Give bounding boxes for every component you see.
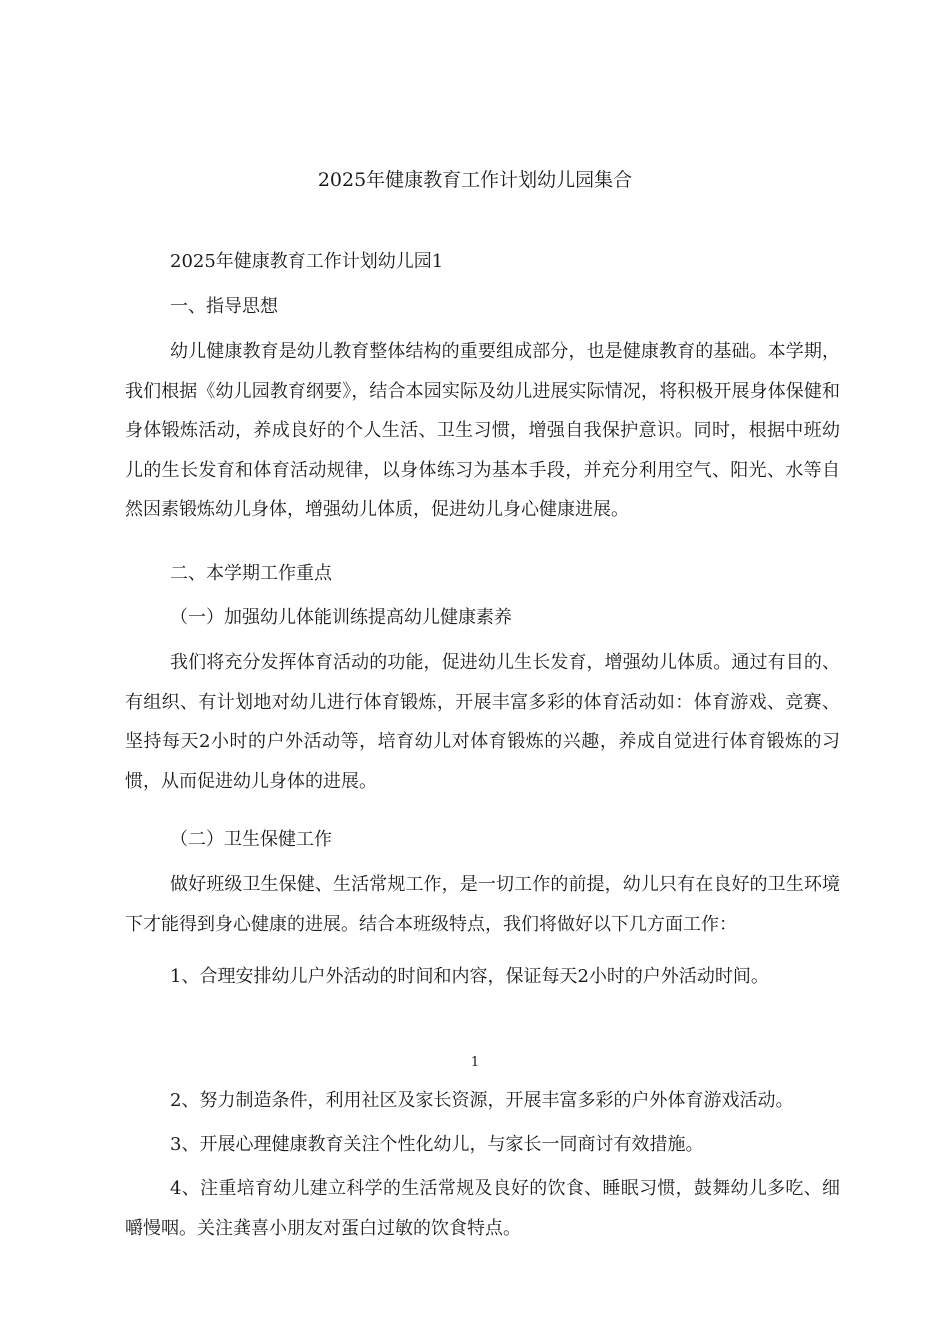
paragraph-physical-training <box>125 643 840 801</box>
list-item-4 <box>125 1169 840 1248</box>
section-heading: 2025年健康教育工作计划幼儿园1 <box>170 251 444 272</box>
paragraph-text: 我们将充分发挥体育活动的功能，促进幼儿生长发育，增强幼儿体质。通过有目的、有组织、有计划地对幼儿进行体育锻炼，开展丰富多彩的体育活动如：体育游戏、竞赛、坚持每天2小时的户外活动等，培育幼儿对体育锻炼的兴趣，养成自觉进行体育锻炼的习惯，从而促进幼儿身体的进展。 <box>125 652 840 792</box>
paragraph-text: 4、注重培育幼儿建立科学的生活常规及良好的饮食、睡眠习惯，鼓舞幼儿多吃、细嚼慢咽。关注龚喜小朋友对蛋白过敏的饮食特点。 <box>125 1178 840 1239</box>
subheading-health-care: （二）卫生保健工作 <box>170 829 332 850</box>
heading-guiding-thought: 一、指导思想 <box>170 296 278 317</box>
paragraph-guiding-thought <box>125 332 840 530</box>
document-title: 2025年健康教育工作计划幼儿园集合 <box>317 169 633 191</box>
paragraph-text: 幼儿健康教育是幼儿教育整体结构的重要组成部分，也是健康教育的基础。本学期，我们根据《幼儿园教育纲要》，结合本园实际及幼儿进展实际情况，将积极开展身体保健和身体锻炼活动，养成良好的个人生活、卫生习惯，增强自我保护意识。同时，根据中班幼儿的生长发育和体育活动规律，以身体练习为基本手段，并充分利用空气、阳光、水等自然因素锻炼幼儿身体，增强幼儿体质，促进幼儿身心健康进展。 <box>125 341 840 521</box>
list-item-2: 2、努力制造条件，利用社区及家长资源，开展丰富多彩的户外体育游戏活动。 <box>170 1090 794 1111</box>
page-number: 1 <box>470 1055 480 1070</box>
heading-work-focus: 二、本学期工作重点 <box>170 563 332 584</box>
subheading-physical-training: （一）加强幼儿体能训练提高幼儿健康素养 <box>170 607 512 628</box>
list-item-3: 3、开展心理健康教育关注个性化幼儿，与家长一同商讨有效措施。 <box>170 1134 704 1155</box>
paragraph-health-care <box>125 865 840 944</box>
paragraph-text: 做好班级卫生保健、生活常规工作，是一切工作的前提，幼儿只有在良好的卫生环境下才能得到身心健康的进展。结合本班级特点，我们将做好以下几方面工作： <box>125 874 840 935</box>
list-item-1: 1、合理安排幼儿户外活动的时间和内容，保证每天2小时的户外活动时间。 <box>170 966 769 987</box>
